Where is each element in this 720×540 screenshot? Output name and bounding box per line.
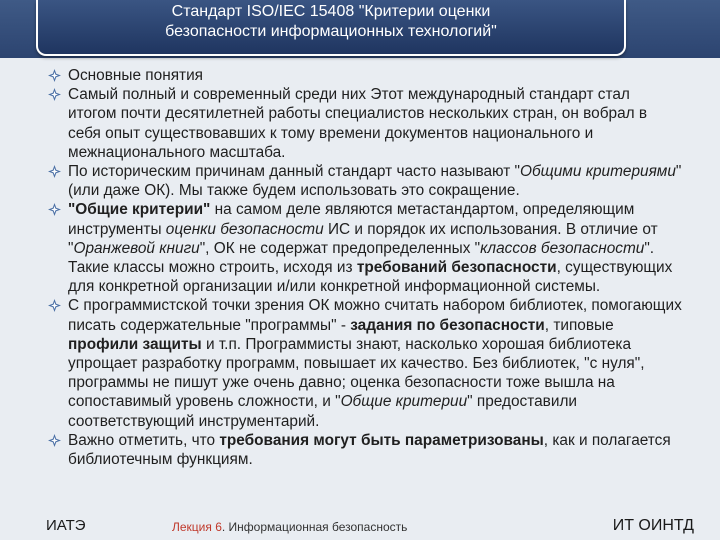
- item-text: Основные понятия: [68, 67, 204, 84]
- bullet-item: [0, 162, 720, 200]
- footer-center-text: . Информационная безопасность: [221, 520, 408, 534]
- item-text: " (или даже ОК). Мы также будем использовать это сокращение.: [68, 163, 682, 200]
- footer: [0, 516, 720, 540]
- item-text: и т.п. Программисты знают, насколько хорошая библиотека упрощает разработку программ, повышает их качество. Без библиотек, "с нуля", программы не пишут уже очень давно; оценка безопасности тоже вышла на сопоставимый уровень сложности, и ": [68, 335, 645, 411]
- diamond-bullet-icon: [48, 203, 61, 216]
- item-text: С программистской точки зрения ОК можно считать набором библиотек, помогающих писать содержательные "программы" -: [68, 297, 682, 334]
- item-text: требований безопасности: [356, 259, 557, 277]
- item-text: на самом деле являются метастандартом, определяющим инструменты: [68, 201, 635, 238]
- item-text: Самый полный и современный среди них Этот международный стандарт стал итогом почти десятилетней работы специалистов нескольких стран, он вобрал в себя опыт существовавших к тому времени документов национального и межнационального масштаба.: [68, 86, 648, 161]
- item-text: , типовые: [544, 316, 614, 334]
- item-text: классов безопасности: [480, 239, 645, 257]
- diamond-bullet-icon: [48, 165, 61, 178]
- diamond-bullet-icon: [48, 88, 61, 101]
- bullet-item: [0, 200, 720, 296]
- item-text: профили защиты: [68, 335, 202, 353]
- item-text: ". Такие классы можно строить, исходя из: [68, 239, 655, 277]
- footer-right: ИТ ОИНТД: [612, 517, 694, 534]
- bullet-item: [0, 431, 720, 469]
- item-text: , как и полагается библиотечным функциям.: [68, 431, 671, 469]
- item-text: Оранжевой книги: [73, 239, 200, 257]
- diamond-bullet-icon: [48, 434, 61, 447]
- title-line-1: Стандарт ISO/IEC 15408 "Критерии оценки: [171, 3, 491, 20]
- bullet-item: [0, 296, 720, 430]
- item-text: ", ОК не содержат предопределенных ": [199, 239, 481, 257]
- item-text: , существующих для конкретной организации и/или конкретной информационной системы.: [68, 259, 673, 296]
- item-text: " предоставили соответствующий инструментарий.: [68, 393, 578, 430]
- title-line-2: безопасности информационных технологий": [165, 23, 497, 40]
- item-text: Общие критерии: [340, 393, 468, 411]
- item-text: По историческим причинам данный стандарт часто называют ": [68, 163, 521, 181]
- item-text: Важно отметить, что: [68, 431, 220, 449]
- item-text: оценки безопасности: [165, 220, 324, 238]
- footer-lecture: Лекция 6: [172, 520, 222, 534]
- footer-left: ИАТЭ: [46, 517, 86, 534]
- item-text: ИС и порядок их использования. В отличие от ": [68, 220, 658, 257]
- slide-title: [36, 0, 626, 56]
- diamond-bullet-icon: [48, 69, 61, 82]
- slide-body: [0, 66, 720, 540]
- item-text: "Общие критерии": [68, 201, 211, 219]
- bullet-item: [0, 66, 720, 85]
- item-text: задания по безопасности: [350, 316, 545, 334]
- diamond-bullet-icon: [48, 299, 61, 312]
- item-text: Общими критериями: [520, 163, 676, 181]
- bullet-item: [0, 85, 720, 162]
- item-text: требования могут быть параметризованы: [219, 431, 544, 449]
- footer-center: [172, 520, 407, 534]
